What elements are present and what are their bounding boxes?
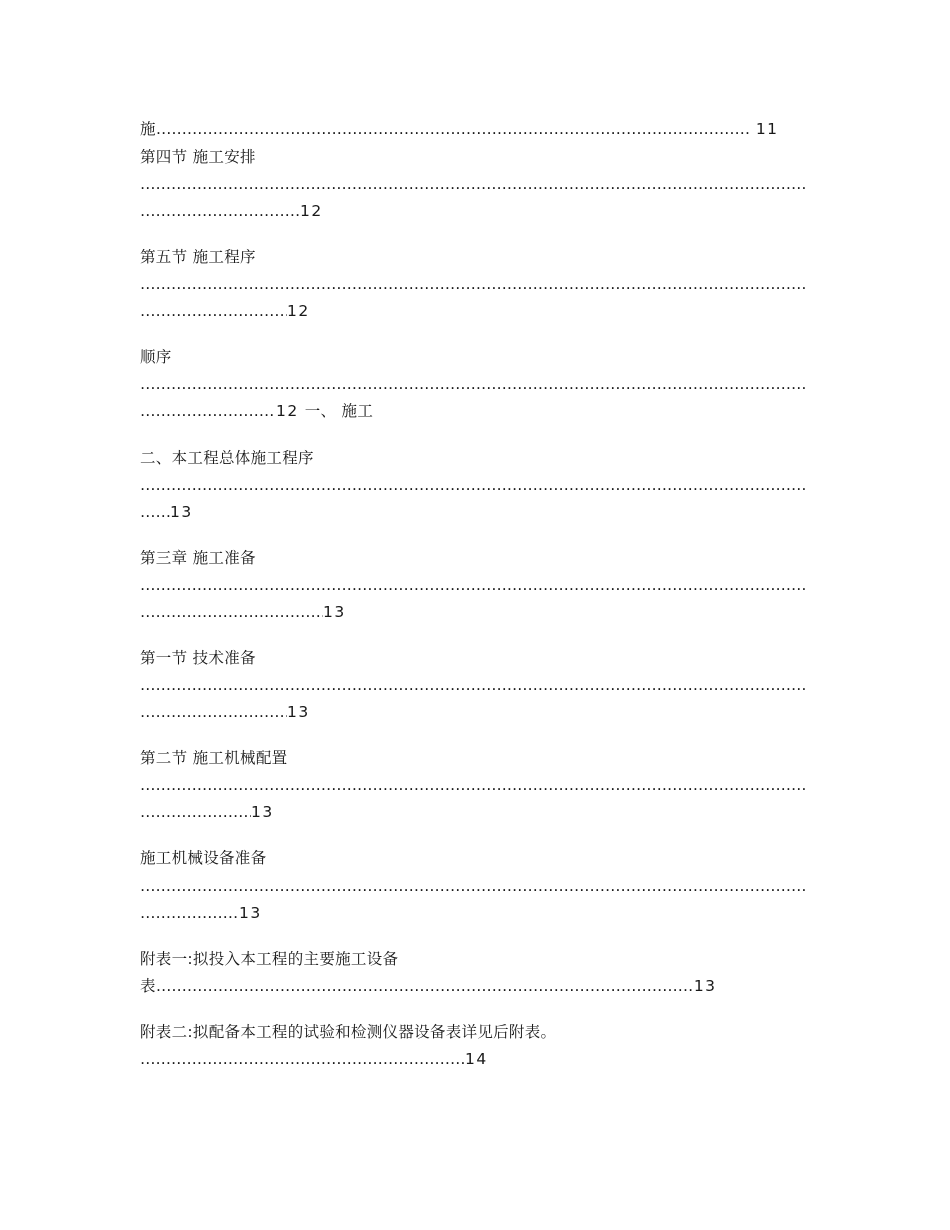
dot-leader	[140, 1049, 465, 1069]
toc-page-number: 13	[323, 603, 346, 621]
toc-page-number: 12	[276, 402, 299, 420]
dot-leader-line	[140, 876, 808, 896]
toc-page-number: 13	[170, 503, 193, 521]
toc-entry-continuation[interactable]	[140, 119, 779, 139]
toc-entry-tail[interactable]	[140, 802, 274, 822]
toc-page-number: 12	[300, 202, 323, 220]
toc-entry-tail[interactable]	[140, 903, 262, 923]
toc-entry-title[interactable]: 顺序	[140, 348, 172, 366]
toc-page-number: 13	[693, 977, 717, 995]
toc-entry-title[interactable]: 施工机械设备准备	[140, 849, 267, 867]
dot-leader	[140, 401, 276, 421]
toc-page-number: 13	[251, 803, 274, 821]
dot-leader	[156, 119, 750, 139]
dot-leader	[140, 602, 323, 622]
dot-leader-line	[140, 174, 808, 194]
toc-entry-title[interactable]: 第四节 施工安排	[140, 148, 256, 166]
toc-entry-tail[interactable]	[140, 301, 310, 321]
toc-entry-text: 表	[140, 977, 156, 995]
toc-page-number: 13	[287, 703, 310, 721]
dot-leader-line	[140, 675, 808, 695]
toc-entry-title[interactable]: 第三章 施工准备	[140, 549, 256, 567]
dot-leader	[140, 802, 251, 822]
toc-entry-tail[interactable]	[140, 502, 193, 522]
dot-leader	[156, 976, 694, 996]
dot-leader-line	[140, 775, 808, 795]
toc-entry-tail[interactable]	[140, 1049, 488, 1069]
dot-leader-line	[140, 374, 808, 394]
toc-page-number: 13	[239, 904, 262, 922]
toc-entry-tail[interactable]	[140, 702, 310, 722]
dot-leader-line	[140, 274, 808, 294]
toc-entry-title[interactable]: 二、本工程总体施工程序	[140, 449, 314, 467]
dot-leader	[140, 903, 239, 923]
toc-entry-title[interactable]: 第二节 施工机械配置	[140, 749, 288, 767]
toc-entry-tail[interactable]	[140, 976, 717, 996]
dot-leader-line	[140, 575, 808, 595]
toc-entry-tail[interactable]	[140, 201, 323, 221]
toc-page-number: 12	[287, 302, 310, 320]
toc-entry-tail[interactable]	[140, 602, 346, 622]
toc-entry-title[interactable]: 第五节 施工程序	[140, 248, 256, 266]
toc-entry-title[interactable]: 附表二:拟配备本工程的试验和检测仪器设备表详见后附表。	[140, 1023, 557, 1041]
toc-entry-title[interactable]: 第一节 技术准备	[140, 649, 256, 667]
toc-entry-title[interactable]: 附表一:拟投入本工程的主要施工设备	[140, 950, 399, 968]
dot-leader	[140, 201, 300, 221]
dot-leader-line	[140, 475, 808, 495]
toc-page-number: 14	[465, 1050, 488, 1068]
dot-leader	[140, 702, 287, 722]
toc-entry-next-heading: 一、 施工	[304, 402, 374, 420]
dot-leader	[140, 502, 170, 522]
toc-page-number: 11	[755, 120, 779, 138]
dot-leader	[140, 301, 287, 321]
toc-entry-tail[interactable]	[140, 401, 373, 421]
toc-entry-text: 施	[140, 120, 156, 138]
